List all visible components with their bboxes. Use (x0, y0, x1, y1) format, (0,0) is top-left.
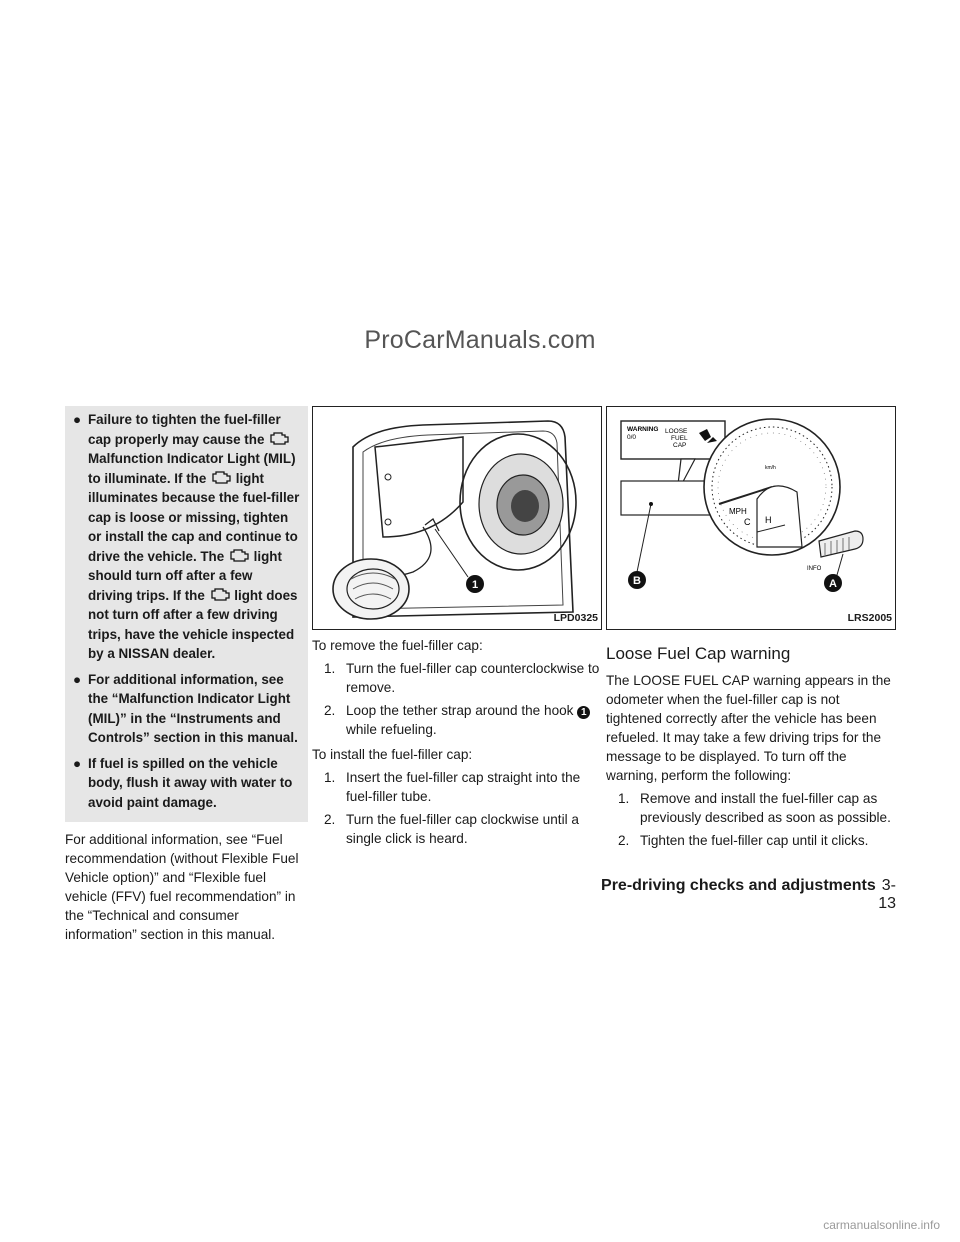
step-number: 1. (324, 661, 336, 676)
footer-section: Pre-driving checks and adjustments (601, 877, 876, 894)
info-label: INFO (807, 566, 822, 572)
caution-text: light illuminates because the fuel-filler cap is loose or missing, tighten or install the cap and continue to drive the vehicle. The (88, 470, 300, 564)
display-fuel-text: FUEL (671, 435, 688, 442)
install-step (312, 768, 602, 806)
temp-h-label: H (765, 515, 772, 525)
figure-code: LPD0325 (553, 612, 598, 624)
gauge-figure (606, 406, 896, 630)
step-number: 1. (618, 791, 630, 806)
callout-dot-b (649, 502, 653, 506)
fuel-cap (333, 559, 409, 619)
right-column (606, 406, 896, 850)
info-button-stalk (819, 531, 863, 557)
caution-item-mil (73, 410, 300, 664)
step-text: Tighten the fuel-filler cap until it clicks. (640, 833, 869, 848)
fuel-filler-figure (312, 406, 602, 630)
step-text: Turn the fuel-filler cap counterclockwise to remove. (346, 661, 600, 695)
step-number: 2. (324, 703, 336, 718)
display-cap-text: CAP (673, 442, 687, 449)
remove-step (312, 701, 602, 739)
section-heading: Loose Fuel Cap warning (606, 644, 791, 663)
display-warning-text: WARNING (627, 426, 659, 433)
flap-screw (385, 474, 391, 480)
filler-neck-hole (511, 490, 539, 522)
fuel-filler-illustration (313, 407, 601, 629)
caution-item-spill (73, 754, 300, 813)
engine-malfunction-icon (228, 549, 250, 562)
loose-cap-step (606, 789, 896, 827)
step-text: Remove and install the fuel-filler cap as previously described as soon as possible. (640, 791, 891, 825)
loose-cap-step (606, 831, 896, 850)
watermark-procarmanuals: ProCarManuals.com (364, 326, 596, 354)
page-number: 3-13 (878, 877, 896, 912)
middle-column (312, 406, 602, 848)
install-step (312, 810, 602, 848)
caution-text: light should turn off after a few driving trips. If the (88, 548, 282, 603)
additional-info-paragraph: For additional information, see “Fuel recommendation (without Flexible Fuel Vehicle option)” and “Flexible fuel vehicle (FFV) fuel recommendation” in the “Technical and consumer information” section in this manual. (65, 832, 299, 942)
watermark-carmanualsonline: carmanualsonline.info (823, 1218, 940, 1232)
remove-step (312, 659, 602, 697)
bullet: ● (73, 671, 82, 687)
fuel-door-flap (375, 437, 463, 537)
flap-screw (385, 519, 391, 525)
remove-title: To remove the fuel-filler cap: (312, 638, 483, 653)
engine-malfunction-icon (268, 432, 290, 445)
step-text: while refueling. (346, 722, 437, 737)
step-text: Insert the fuel-filler cap straight into the fuel-filler tube. (346, 770, 581, 804)
callout-label: 1 (471, 579, 479, 591)
display-count-text: 0/0 (627, 434, 637, 441)
bullet: ● (73, 755, 82, 771)
gauge-illustration (607, 407, 895, 629)
caution-text: Malfunction Indicator Light (MIL) to illuminate. If the (88, 451, 296, 486)
loose-cap-body: The LOOSE FUEL CAP warning appears in the odometer when the fuel-filler cap is not tightened correctly after the vehicle has been refueled. It may take a few driving trips for the message to be displayed. To turn off the warning, perform the following: (606, 673, 891, 783)
step-number: 2. (618, 833, 630, 848)
engine-malfunction-icon (210, 471, 232, 484)
callout-leader (435, 529, 468, 577)
caution-item-info (73, 670, 300, 748)
engine-malfunction-icon (209, 588, 231, 601)
left-column (65, 406, 308, 944)
callout-ref-icon: 1 (577, 706, 590, 719)
caution-text: Failure to tighten the fuel-filler cap properly may cause the (88, 412, 281, 447)
callout-label-b: B (633, 575, 641, 587)
caution-text: If fuel is spilled on the vehicle body, flush it away with water to avoid paint damage. (88, 755, 293, 810)
caution-box (65, 406, 308, 822)
step-text: Loop the tether strap around the hook (346, 703, 578, 718)
caution-text: light does not turn off after a few driving trips, have the vehicle inspected by a NISSAN dealer. (88, 587, 298, 661)
temp-gauge (757, 486, 802, 547)
bullet: ● (73, 412, 82, 427)
odometer-display (621, 481, 711, 515)
temp-c-label: C (744, 517, 751, 527)
step-number: 2. (324, 812, 336, 827)
figure-code: LRS2005 (847, 612, 892, 624)
callout-leader-a (837, 554, 843, 575)
callout-label-a: A (829, 578, 837, 590)
install-title: To install the fuel-filler cap: (312, 747, 473, 762)
kmh-label: km/h (765, 465, 776, 471)
display-loose-text: LOOSE (665, 428, 688, 435)
mph-label: MPH (729, 507, 747, 516)
step-text: Turn the fuel-filler cap clockwise until a single click is heard. (346, 812, 579, 846)
page-footer (600, 877, 896, 913)
step-number: 1. (324, 770, 336, 785)
caution-text: For additional information, see the “Malfunction Indicator Light (MIL)” in the “Instruments and Controls” section in this manual. (88, 671, 298, 745)
